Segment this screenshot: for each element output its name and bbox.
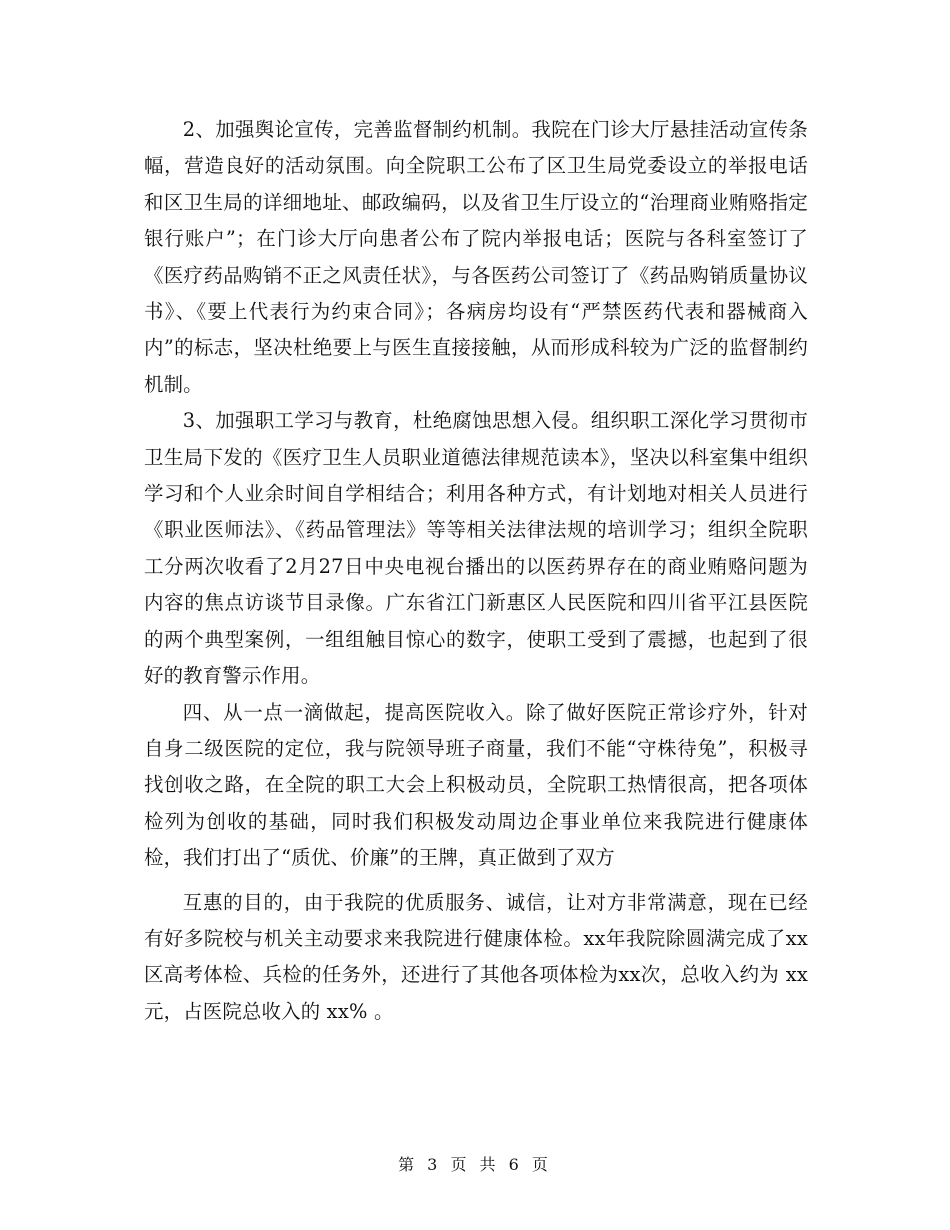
document-body [144,112,808,1030]
page-number-footer: 第 3 页 共 6 页 [398,1155,552,1174]
paragraph-publicity-supervision: 2、加强舆论宣传，完善监督制约机制。我院在门诊大厅悬挂活动宣传条幅，营造良好的活动氛围。向全院职工公布了区卫生局党委设立的举报电话和区卫生局的详细地址、邮政编码，以及省卫生厅设立的“治理商业贿赂指定银行账户”；在门诊大厅向患者公布了院内举报电话；医院与各科室签订了《医疗药品购销不正之风责任状》，与各医药公司签订了《药品购销质量协议书》、《要上代表行为约束合同》；各病房均设有“严禁医药代表和器械商入内”的标志，坚决杜绝要上与医生直接接触，从而形成科较为广泛的监督制约机制。 [144,118,808,396]
paragraph-staff-education: 3、加强职工学习与教育，杜绝腐蚀思想入侵。组织职工深化学习贯彻市卫生局下发的《医疗卫生人员职业道德法律规范读本》，坚决以科室集中组织学习和个人业余时间自学相结合；利用各种方式，有计划地对相关人员进行《职业医师法》、《药品管理法》等等相关法律法规的培训学习；组织全院职工分两次收看了2月27日中央电视台播出的以医药界存在的商业贿赂问题为内容的焦点访谈节目录像。广东省江门新惠区人民医院和四川省平江县医院的两个典型案例，一组组触目惊心的数字，使职工受到了震撼，也起到了很好的教育警示作用。 [144,409,808,688]
paragraph-hospital-income: 四、从一点一滴做起，提高医院收入。除了做好医院正常诊疗外，针对自身二级医院的定位，我与院领导班子商量，我们不能“守株待兔”，积极寻找创收之路，在全院的职工大会上积极动员，全院职工热情很高，把各项体检列为创收的基础，同时我们积极发动周边企事业单位来我院进行健康体检，我们打出了“质优、价廉”的王牌，真正做到了双方 [144,700,808,870]
paragraph-mutual-benefit: 互惠的目的，由于我院的优质服务、诚信，让对方非常满意，现在已经有好多院校与机关主动要求来我院进行健康体检。xx年我院除圆满完成了xx区高考体检、兵检的任务外，还进行了其他各项体检为xx次，总收入约为 xx元，占医院总收入的 xx% 。 [144,890,808,1023]
